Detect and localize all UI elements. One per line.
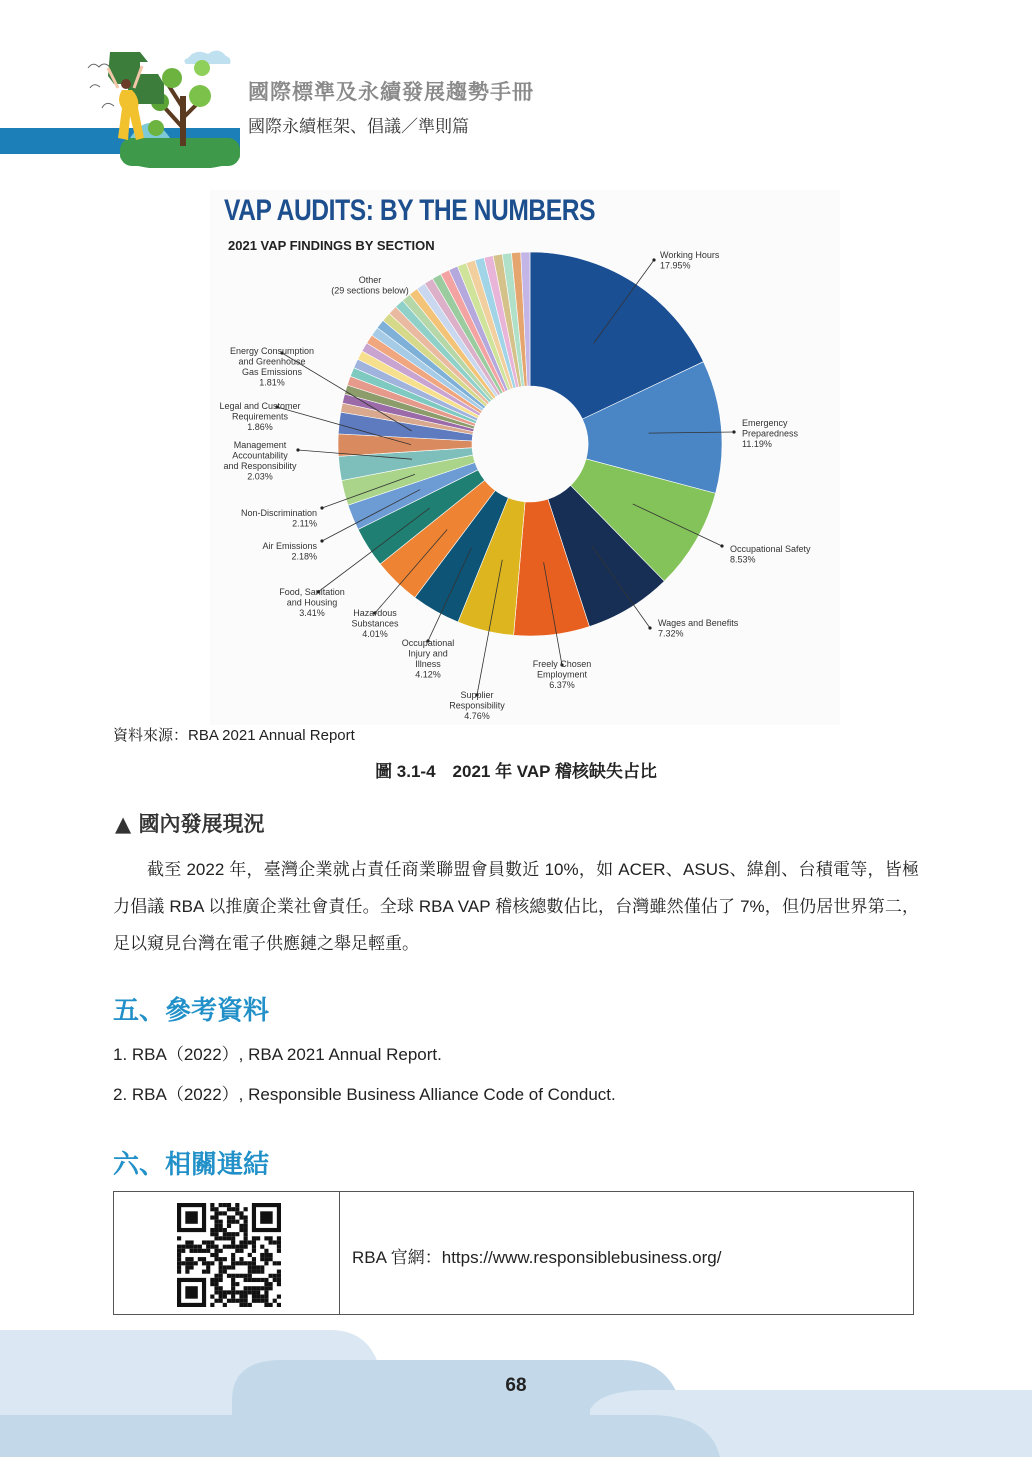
slice-label: Emergency Preparedness 11.19% — [742, 418, 799, 449]
reference-item: 2. RBA（2022）, Responsible Business Alliance Code of Conduct. — [113, 1085, 616, 1104]
leader-dot — [720, 544, 723, 547]
slice-label: Wages and Benefits 7.32% — [658, 618, 739, 639]
slice-label: Hazardous Substances 4.01% — [351, 608, 399, 639]
rba-website-link[interactable]: RBA 官網：https://www.responsiblebusiness.org/ — [352, 1248, 722, 1267]
leader-dot — [320, 506, 323, 509]
source-note: 資料來源：RBA 2021 Annual Report — [113, 727, 355, 744]
body-paragraph: 截至 2022 年，臺灣企業就占責任商業聯盟會員數近 10%，如 ACER、ASUS、緯創、台積電等，皆極力倡議 RBA 以推廣企業社會責任。全球 RBA VAP 稽核總數佔比，台灣雖然僅佔了 7%，但仍居世界第二，足以窺見台灣在電子供應鏈之舉足輕重。 — [113, 860, 919, 953]
slice-label: Food, Sanitation and Housing 3.41% — [279, 587, 345, 618]
slice-label: Management Accountability and Responsibility 2.03% — [223, 440, 297, 482]
leader-dot — [320, 539, 323, 542]
slice-label: Freely Chosen Employment 6.37% — [532, 659, 592, 690]
links-heading: 六、相關連結 — [113, 1150, 270, 1180]
section-heading: ▲ 國內發展現況 — [115, 812, 265, 836]
chart-title: VAP AUDITS: BY THE NUMBERS — [224, 194, 596, 227]
page-number: 68 — [505, 1375, 527, 1396]
figure-caption: 圖 3.1-4 2021 年 VAP 稽核缺失占比 — [375, 762, 657, 781]
reference-item: 1. RBA（2022）, RBA 2021 Annual Report. — [113, 1045, 442, 1064]
chart-subtitle: 2021 VAP FINDINGS BY SECTION — [228, 238, 435, 253]
table-divider — [339, 1191, 340, 1315]
handbook-subtitle: 國際永續框架、倡議／準則篇 — [248, 117, 469, 137]
handbook-title: 國際標準及永續發展趨勢手冊 — [248, 80, 534, 104]
slice-label: Non-Discrimination 2.11% — [240, 508, 317, 529]
header-illustration — [60, 38, 245, 168]
qr-code-icon[interactable] — [177, 1203, 281, 1307]
slice-label: Air Emissions 2.18% — [262, 541, 317, 562]
references-heading: 五、參考資料 — [113, 996, 270, 1026]
slice-label: Legal and Customer Requirements 1.86% — [219, 401, 301, 432]
slice-label: Working Hours 17.95% — [660, 250, 720, 271]
leader-dot — [732, 430, 735, 433]
donut-chart — [210, 190, 840, 725]
leader-dot — [652, 258, 655, 261]
slice-label: Occupational Injury and Illness 4.12% — [401, 638, 455, 680]
leader-dot — [648, 626, 651, 629]
leader-dot — [296, 448, 299, 451]
other-label: Other (29 sections below) — [331, 275, 409, 296]
slice-label: Supplier Responsibility 4.76% — [449, 690, 505, 721]
slice-label: Energy Consumption and Greenhouse Gas Emissions 1.81% — [229, 346, 315, 388]
slice-label: Occupational Safety 8.53% — [730, 544, 811, 565]
